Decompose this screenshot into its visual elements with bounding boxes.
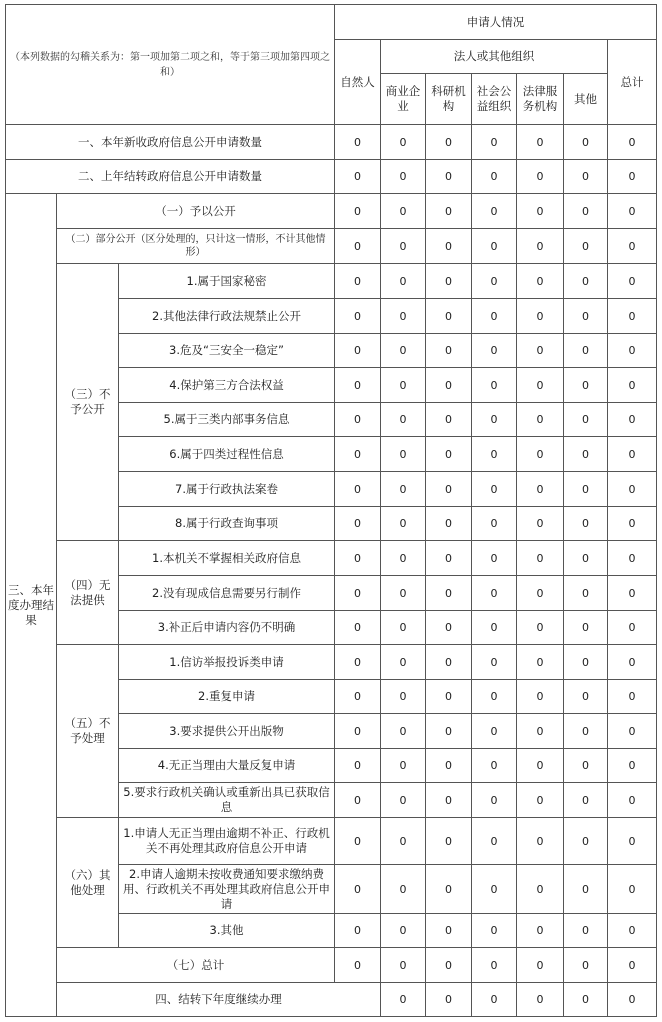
cell-value: 0 — [608, 229, 657, 264]
cell-value: 0 — [517, 865, 564, 914]
table-row — [6, 125, 657, 160]
row-label: 1.申请人无正当理由逾期不补正、行政机关不再处理其政府信息公开申请 — [119, 818, 335, 865]
cell-value: 0 — [381, 714, 426, 749]
row-label: 四、结转下年度继续办理 — [57, 983, 381, 1017]
col-social: 社会公益组织 — [472, 74, 517, 125]
cell-value: 0 — [335, 403, 381, 437]
cell-value: 0 — [517, 299, 564, 334]
table-note: （本列数据的勾稽关系为：第一项加第二项之和，等于第三项加第四项之和） — [6, 5, 335, 125]
cell-value: 0 — [335, 914, 381, 948]
cell-value: 0 — [335, 576, 381, 611]
cell-value: 0 — [426, 749, 472, 783]
cell-value: 0 — [335, 125, 381, 160]
cell-value: 0 — [517, 264, 564, 299]
row-label: 5.要求行政机关确认或重新出具已获取信息 — [119, 783, 335, 818]
cell-value: 0 — [608, 948, 657, 983]
cell-value: 0 — [426, 576, 472, 611]
cell-value: 0 — [472, 914, 517, 948]
cell-value: 0 — [426, 194, 472, 229]
table-row — [6, 818, 657, 865]
cell-value: 0 — [517, 229, 564, 264]
cell-value: 0 — [381, 125, 426, 160]
col-legal-service: 法律服务机构 — [517, 74, 564, 125]
cell-value: 0 — [517, 472, 564, 507]
cell-value: 0 — [564, 645, 608, 680]
cell-value: 0 — [381, 403, 426, 437]
cell-value: 0 — [381, 576, 426, 611]
cell-value: 0 — [608, 914, 657, 948]
cell-value: 0 — [564, 299, 608, 334]
row-label: 2.其他法律行政法规禁止公开 — [119, 299, 335, 334]
cell-value: 0 — [564, 437, 608, 472]
cell-value: 0 — [426, 160, 472, 194]
cell-value: 0 — [426, 714, 472, 749]
cell-value: 0 — [426, 914, 472, 948]
cell-value: 0 — [381, 437, 426, 472]
cell-value: 0 — [608, 818, 657, 865]
cell-value: 0 — [564, 680, 608, 714]
row-label: 1.本机关不掌握相关政府信息 — [119, 541, 335, 576]
col-total: 总计 — [608, 40, 657, 125]
cell-value: 0 — [335, 541, 381, 576]
cell-value: 0 — [517, 125, 564, 160]
cell-value: 0 — [472, 264, 517, 299]
cell-value: 0 — [564, 818, 608, 865]
cell-value: 0 — [426, 818, 472, 865]
cell-value: 0 — [517, 783, 564, 818]
cell-value: 0 — [608, 264, 657, 299]
cell-value: 0 — [381, 264, 426, 299]
group-label: （六）其他处理 — [57, 818, 119, 948]
table-row — [6, 160, 657, 194]
cell-value: 0 — [335, 334, 381, 368]
cell-value: 0 — [426, 264, 472, 299]
row-label: 3.其他 — [119, 914, 335, 948]
cell-value: 0 — [472, 507, 517, 541]
cell-value: 0 — [335, 783, 381, 818]
row-label: 8.属于行政查询事项 — [119, 507, 335, 541]
cell-value: 0 — [517, 611, 564, 645]
cell-value: 0 — [335, 818, 381, 865]
cell-value: 0 — [381, 611, 426, 645]
row-label: 4.保护第三方合法权益 — [119, 368, 335, 403]
row-label: 1.属于国家秘密 — [119, 264, 335, 299]
cell-value: 0 — [381, 194, 426, 229]
cell-value: 0 — [564, 783, 608, 818]
cell-value: 0 — [472, 368, 517, 403]
cell-value: 0 — [564, 749, 608, 783]
row-label: 2.申请人逾期未按收费通知要求缴纳费用、行政机关不再处理其政府信息公开申请 — [119, 865, 335, 914]
row-label: （七）总计 — [57, 948, 335, 983]
cell-value: 0 — [381, 680, 426, 714]
cell-value: 0 — [472, 818, 517, 865]
cell-value: 0 — [517, 160, 564, 194]
cell-value: 0 — [564, 264, 608, 299]
cell-value: 0 — [381, 160, 426, 194]
cell-value: 0 — [472, 403, 517, 437]
cell-value: 0 — [517, 437, 564, 472]
table-row — [6, 541, 657, 576]
cell-value: 0 — [564, 368, 608, 403]
table-row — [6, 194, 657, 229]
cell-value: 0 — [426, 865, 472, 914]
cell-value: 0 — [426, 299, 472, 334]
cell-value: 0 — [608, 749, 657, 783]
cell-value: 0 — [381, 783, 426, 818]
cell-value: 0 — [426, 403, 472, 437]
cell-value: 0 — [564, 983, 608, 1017]
cell-value: 0 — [381, 334, 426, 368]
cell-value: 0 — [472, 541, 517, 576]
cell-value: 0 — [472, 865, 517, 914]
row-label: 3.危及“三安全一稳定” — [119, 334, 335, 368]
row-label: 3.补正后申请内容仍不明确 — [119, 611, 335, 645]
cell-value: 0 — [564, 334, 608, 368]
cell-value: 0 — [335, 645, 381, 680]
cell-value: 0 — [335, 680, 381, 714]
row-label: 一、本年新收政府信息公开申请数量 — [6, 125, 335, 160]
col-natural-person: 自然人 — [335, 40, 381, 125]
cell-value: 0 — [608, 125, 657, 160]
cell-value: 0 — [381, 983, 426, 1017]
cell-value: 0 — [472, 160, 517, 194]
cell-value: 0 — [564, 948, 608, 983]
cell-value: 0 — [426, 125, 472, 160]
cell-value: 0 — [608, 865, 657, 914]
table-row — [6, 983, 657, 1017]
row-label: 2.没有现成信息需要另行制作 — [119, 576, 335, 611]
cell-value: 0 — [517, 948, 564, 983]
cell-value: 0 — [517, 749, 564, 783]
row-label: 1.信访举报投诉类申请 — [119, 645, 335, 680]
cell-value: 0 — [335, 948, 381, 983]
cell-value: 0 — [472, 611, 517, 645]
cell-value: 0 — [608, 783, 657, 818]
cell-value: 0 — [472, 714, 517, 749]
cell-value: 0 — [335, 611, 381, 645]
row-label: 5.属于三类内部事务信息 — [119, 403, 335, 437]
cell-value: 0 — [335, 507, 381, 541]
cell-value: 0 — [335, 264, 381, 299]
cell-value: 0 — [426, 368, 472, 403]
cell-value: 0 — [381, 541, 426, 576]
cell-value: 0 — [608, 983, 657, 1017]
cell-value: 0 — [426, 783, 472, 818]
cell-value: 0 — [381, 507, 426, 541]
cell-value: 0 — [472, 576, 517, 611]
cell-value: 0 — [381, 865, 426, 914]
cell-value: 0 — [472, 749, 517, 783]
cell-value: 0 — [564, 125, 608, 160]
cell-value: 0 — [608, 299, 657, 334]
cell-value: 0 — [381, 299, 426, 334]
cell-value: 0 — [472, 125, 517, 160]
cell-value: 0 — [608, 576, 657, 611]
cell-value: 0 — [564, 160, 608, 194]
cell-value: 0 — [564, 472, 608, 507]
cell-value: 0 — [381, 645, 426, 680]
cell-value: 0 — [426, 507, 472, 541]
table-row — [6, 264, 657, 299]
cell-value: 0 — [608, 368, 657, 403]
cell-value: 0 — [517, 576, 564, 611]
cell-value: 0 — [335, 368, 381, 403]
cell-value: 0 — [517, 714, 564, 749]
row-label: 3.要求提供公开出版物 — [119, 714, 335, 749]
cell-value: 0 — [472, 645, 517, 680]
cell-value: 0 — [608, 645, 657, 680]
cell-value: 0 — [335, 865, 381, 914]
applicant-header: 申请人情况 — [335, 5, 657, 40]
table-row — [6, 948, 657, 983]
cell-value: 0 — [472, 783, 517, 818]
cell-value: 0 — [608, 680, 657, 714]
cell-value: 0 — [335, 160, 381, 194]
cell-value: 0 — [564, 865, 608, 914]
cell-value: 0 — [426, 437, 472, 472]
group-label: （三）不予公开 — [57, 264, 119, 541]
cell-value: 0 — [472, 299, 517, 334]
row-label: 4.无正当理由大量反复申请 — [119, 749, 335, 783]
cell-value: 0 — [517, 818, 564, 865]
group-label: （四）无法提供 — [57, 541, 119, 645]
cell-value: 0 — [335, 229, 381, 264]
col-other: 其他 — [564, 74, 608, 125]
cell-value: 0 — [426, 680, 472, 714]
gov-info-disclosure-table — [5, 4, 657, 1017]
cell-value: 0 — [608, 437, 657, 472]
cell-value: 0 — [426, 541, 472, 576]
cell-value: 0 — [381, 948, 426, 983]
cell-value: 0 — [472, 229, 517, 264]
cell-value: 0 — [381, 368, 426, 403]
cell-value: 0 — [472, 334, 517, 368]
cell-value: 0 — [564, 541, 608, 576]
cell-value: 0 — [608, 334, 657, 368]
cell-value: 0 — [335, 472, 381, 507]
section-3-label: 三、本年度办理结果 — [6, 194, 57, 1017]
cell-value: 0 — [426, 948, 472, 983]
cell-value: 0 — [517, 194, 564, 229]
cell-value: 0 — [608, 611, 657, 645]
cell-value: 0 — [426, 611, 472, 645]
cell-value: 0 — [564, 229, 608, 264]
cell-value: 0 — [517, 680, 564, 714]
cell-value: 0 — [564, 611, 608, 645]
cell-value: 0 — [426, 645, 472, 680]
row-label: 7.属于行政执法案卷 — [119, 472, 335, 507]
cell-value: 0 — [335, 299, 381, 334]
cell-value: 0 — [608, 714, 657, 749]
cell-value: 0 — [564, 507, 608, 541]
cell-value: 0 — [608, 194, 657, 229]
cell-value: 0 — [335, 749, 381, 783]
row-label: 2.重复申请 — [119, 680, 335, 714]
cell-value: 0 — [517, 541, 564, 576]
cell-value: 0 — [472, 680, 517, 714]
col-commercial: 商业企业 — [381, 74, 426, 125]
cell-value: 0 — [472, 437, 517, 472]
cell-value: 0 — [472, 472, 517, 507]
cell-value: 0 — [472, 194, 517, 229]
cell-value: 0 — [472, 948, 517, 983]
cell-value: 0 — [517, 507, 564, 541]
cell-value: 0 — [426, 983, 472, 1017]
table-row — [6, 229, 657, 264]
col-research: 科研机构 — [426, 74, 472, 125]
row-label: 6.属于四类过程性信息 — [119, 437, 335, 472]
cell-value: 0 — [381, 229, 426, 264]
table-row — [6, 645, 657, 680]
cell-value: 0 — [517, 914, 564, 948]
cell-value: 0 — [381, 914, 426, 948]
row-label: （一）予以公开 — [57, 194, 335, 229]
cell-value: 0 — [608, 403, 657, 437]
cell-value: 0 — [517, 645, 564, 680]
cell-value: 0 — [564, 576, 608, 611]
cell-value: 0 — [335, 714, 381, 749]
cell-value: 0 — [426, 229, 472, 264]
cell-value: 0 — [517, 334, 564, 368]
cell-value: 0 — [381, 818, 426, 865]
cell-value: 0 — [335, 437, 381, 472]
cell-value: 0 — [608, 472, 657, 507]
cell-value: 0 — [608, 160, 657, 194]
cell-value: 0 — [381, 472, 426, 507]
cell-value: 0 — [472, 983, 517, 1017]
cell-value: 0 — [335, 194, 381, 229]
cell-value: 0 — [564, 194, 608, 229]
row-label: （二）部分公开（区分处理的，只计这一情形，不计其他情形） — [57, 229, 335, 264]
cell-value: 0 — [564, 714, 608, 749]
cell-value: 0 — [608, 541, 657, 576]
cell-value: 0 — [381, 749, 426, 783]
row-label: 二、上年结转政府信息公开申请数量 — [6, 160, 335, 194]
group-label: （五）不予处理 — [57, 645, 119, 818]
legal-entity-header: 法人或其他组织 — [381, 40, 608, 74]
cell-value: 0 — [517, 403, 564, 437]
cell-value: 0 — [426, 472, 472, 507]
cell-value: 0 — [564, 403, 608, 437]
cell-value: 0 — [517, 368, 564, 403]
cell-value: 0 — [426, 334, 472, 368]
cell-value: 0 — [564, 914, 608, 948]
cell-value: 0 — [608, 507, 657, 541]
cell-value: 0 — [517, 983, 564, 1017]
